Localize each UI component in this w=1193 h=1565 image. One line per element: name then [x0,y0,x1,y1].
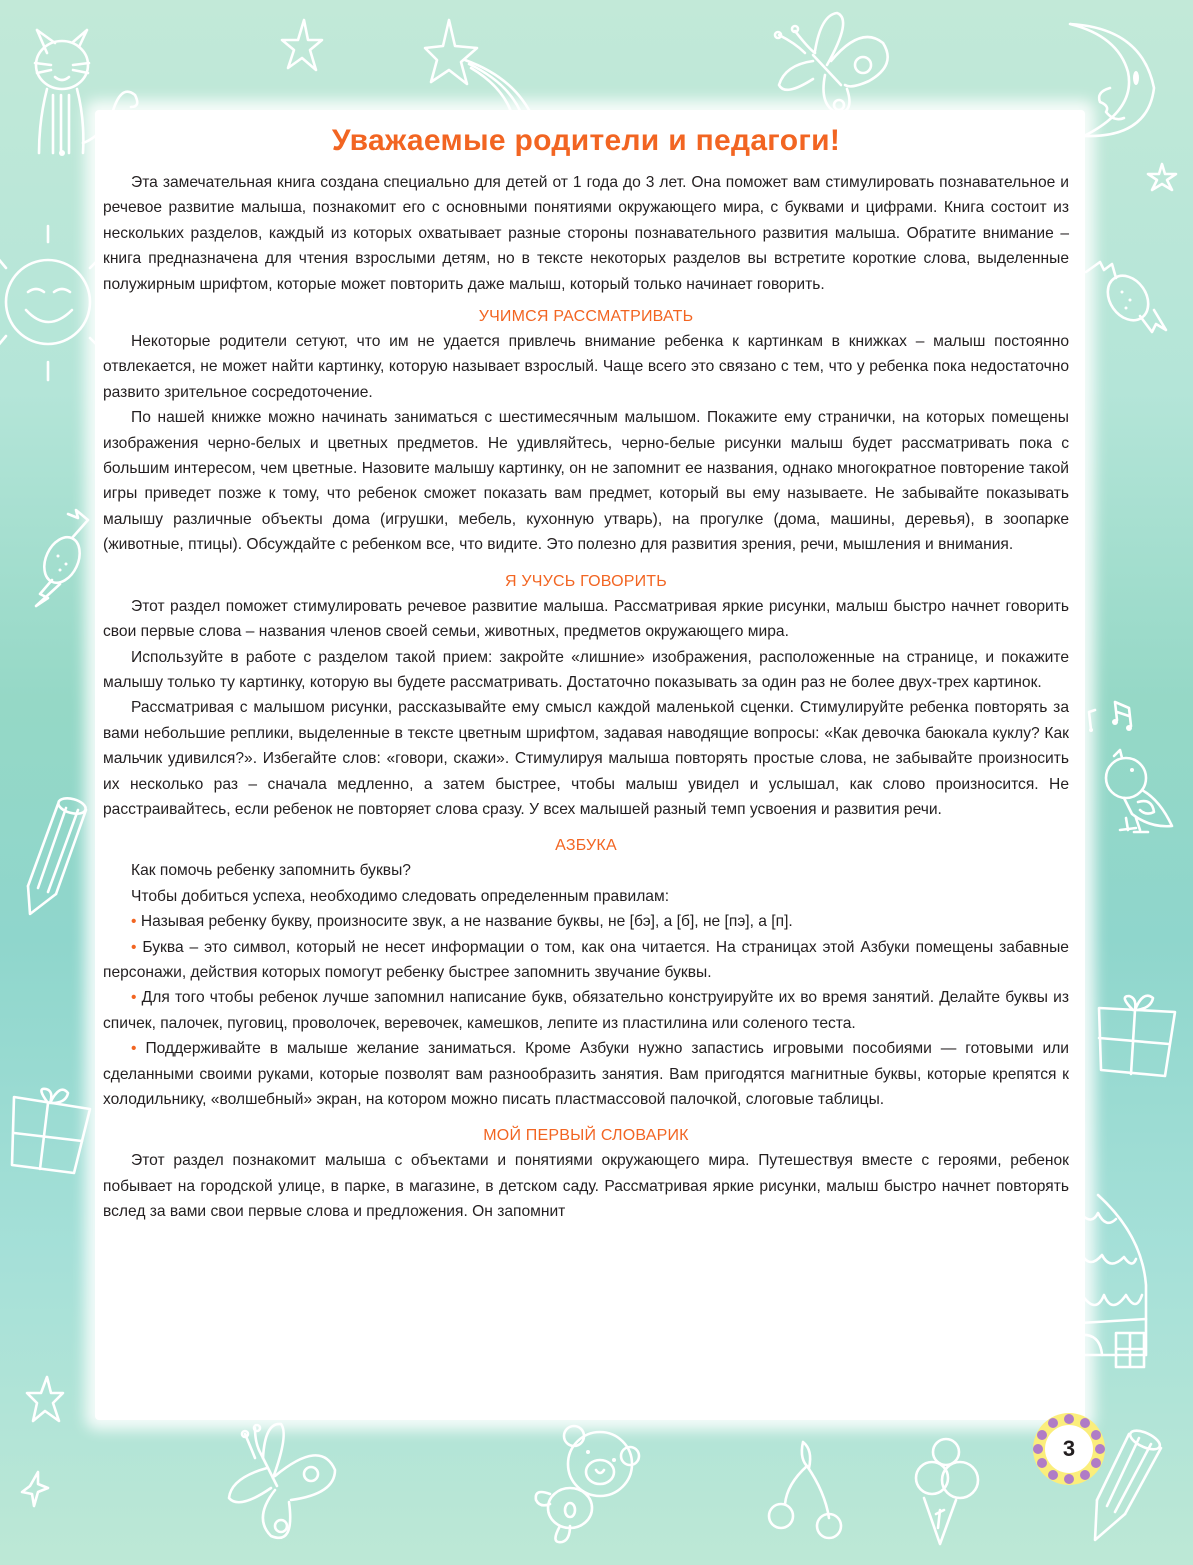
paragraph: Как помочь ребенку запомнить буквы? [131,862,411,880]
bullet-item [103,985,1069,1036]
bullet-icon: • [131,1040,137,1058]
bullet-icon: • [131,938,137,956]
paragraph: По нашей книжке можно начинать заниматься с шестимесячным малышом. Покажите ему странички, на которых помещены изображения черно-белых и цветных предметов. Не удивляйтесь, черно-белые рисунки малыш будет рассматривать пока с большим интересом, чем цветные. Назовите малышу картинку, он не запомнит ее названия, однако многократное повторение такой игры приведет позже к тому, что ребенок сможет показать вам предмет, который вы ему называете. Не забывайте показывать малышу различные объекты дома (игрушки, мебель, кухонную утварь), на прогулке (дома, машины, деревья), в зоопарке (животные, птицы). Обсуждайте с ребенком все, что видите. Это полезно для развития зрения, речи, мышления и внимания. [103,409,1069,554]
intro-section [103,170,1069,297]
article [103,118,1069,1225]
star-icon [282,18,322,73]
cherry-icon [765,1440,845,1535]
bullet-item [103,909,1069,934]
gift-icon [1095,990,1180,1080]
sun-icon [0,222,110,392]
section-heading: МОЙ ПЕРВЫЙ СЛОВАРИК [483,1127,689,1145]
ice-cream-icon [910,1438,990,1548]
bullet-icon: • [131,913,137,931]
candy-icon [1082,258,1172,338]
bullet-item [103,935,1069,986]
page-number: 3 [1045,1425,1093,1473]
section-heading: Я УЧУСЬ ГОВОРИТЬ [505,572,667,590]
bullet-text: Называя ребенку букву, произносите звук, а не название буквы, не [бэ], а [б], не [пэ], а [п]. [140,913,793,931]
section-heading: АЗБУКА [555,837,617,855]
page-number-badge [1033,1413,1105,1485]
section-learning-to-look [103,305,1069,558]
paragraph: Используйте в работе с разделом такой прием: закройте «лишние» изображения, расположенные на странице, и покажите малышу только ту картинку, которую вы будете рассматривать. Достаточно показывать за один раз не более двух-трех картинок. [103,648,1069,691]
bullet-text: Буква – это символ, который не несет информации о том, как она читается. На страницах этой Азбуки помещены забавные персонажи, действия которых помогут ребенку быстрее запомнить звучание буквы. [103,938,1069,981]
section-heading: УЧИМСЯ РАССМАТРИВАТЬ [478,308,694,326]
pencil-icon [20,790,90,920]
paragraph: Некоторые родители сетуют, что им не удается привлечь внимание ребенка к картинкам в книжках – малыш постоянно отвлекается, не может найти картинку, которую называет взрослый. Чаще всего это связано с тем, что у ребенка пока недостаточно развито зрительное сосредоточение. [103,333,1069,401]
bullet-text: Для того чтобы ребенок лучше запомнил написание букв, обязательно конструируйте их во время занятий. Делайте буквы из спичек, палочек, пуговиц, проволочек, веревочек, камешков, лепите из пластилина или соленого теста. [103,989,1069,1032]
bullet-item [103,1036,1069,1112]
teddy-bear-icon [530,1422,640,1542]
bird-icon [1100,748,1180,838]
section-learning-to-speak [103,570,1069,823]
paragraph: Чтобы добиться успеха, необходимо следовать определенным правилам: [131,887,670,905]
page-title: Уважаемые родители и педагоги! [331,124,841,157]
star-icon [25,1375,65,1425]
star-icon [1148,162,1178,192]
music-notes-icon [1085,700,1135,740]
paragraph: Этот раздел познакомит малыша с объектами и понятиями окружающего мира. Путешествуя вместе с героями, ребенок побывает на городской улице, в парке, в магазине, в детском саду. Рассматривая яркие рисунки, малыш быстро начнет повторять вслед за вами свои первые слова и предложения. Он запомнит [103,1152,1069,1221]
bullet-text: Поддерживайте в малыше желание заниматься. Кроме Азбуки нужно запастись игровыми пособиями — готовыми или сделанными своими руками, которые позволят вам разнообразить занятия. Вам пригодятся магнитные буквы, которые крепятся к холодильнику, «волшебный» экран, на котором можно писать пластмассовой палочкой, слоговые таблицы. [103,1040,1069,1108]
butterfly-icon [765,5,905,120]
candy-icon [18,510,93,610]
bullet-icon: • [131,989,137,1007]
section-alphabet [103,834,1069,1112]
star-icon [20,1470,48,1508]
section-first-dictionary [103,1124,1069,1224]
house-icon [1080,1195,1155,1360]
pencil-icon [1095,1430,1165,1540]
paragraph: Рассматривая с малышом рисунки, рассказывайте ему смысл каждой маленькой сценки. Стимулируйте ребенка повторять за вами небольшие реплики, выделенные в тексте цветным шрифтом, задавая наводящие вопросы: «Как девочка баюкала куклу? Как мальчик удивился?». Избегайте слов: «говори, скажи». Стимулируя малыша повторять простые слова, не забывайте произносить их несколько раз – сначала медленно, а затем быстрее, чтобы малыш увидел и услышал, как слово произносится. Не расстраивайтесь, если ребенок не повторяет слова сразу. У всех малышей разный темп усвоения и развития речи. [103,699,1069,818]
butterfly-icon [225,1418,345,1548]
shooting-star-icon [425,18,545,118]
intro-paragraph: Эта замечательная книга создана специально для детей от 1 года до 3 лет. Она поможет вам стимулировать познавательное и речевое развитие малыша, познакомит его с основными понятиями окружающего мира, с буквами и цифрами. Книга состоит из нескольких разделов, каждый из которых охватывает разные стороны познавательного развития малыша. Обратите внимание – книга предназначена для чтения взрослыми детям, но в тексте некоторых разделов вы встретите короткие слова, выделенные полужирным шрифтом, которые может повторить даже малыш, который только начинает говорить. [103,174,1069,293]
paragraph: Этот раздел поможет стимулировать речевое развитие малыша. Рассматривая яркие рисунки, малыш быстро начнет говорить свои первые слова – названия членов своей семьи, животных, предметов окружающего мира. [103,597,1069,641]
gift-icon [8,1085,93,1175]
